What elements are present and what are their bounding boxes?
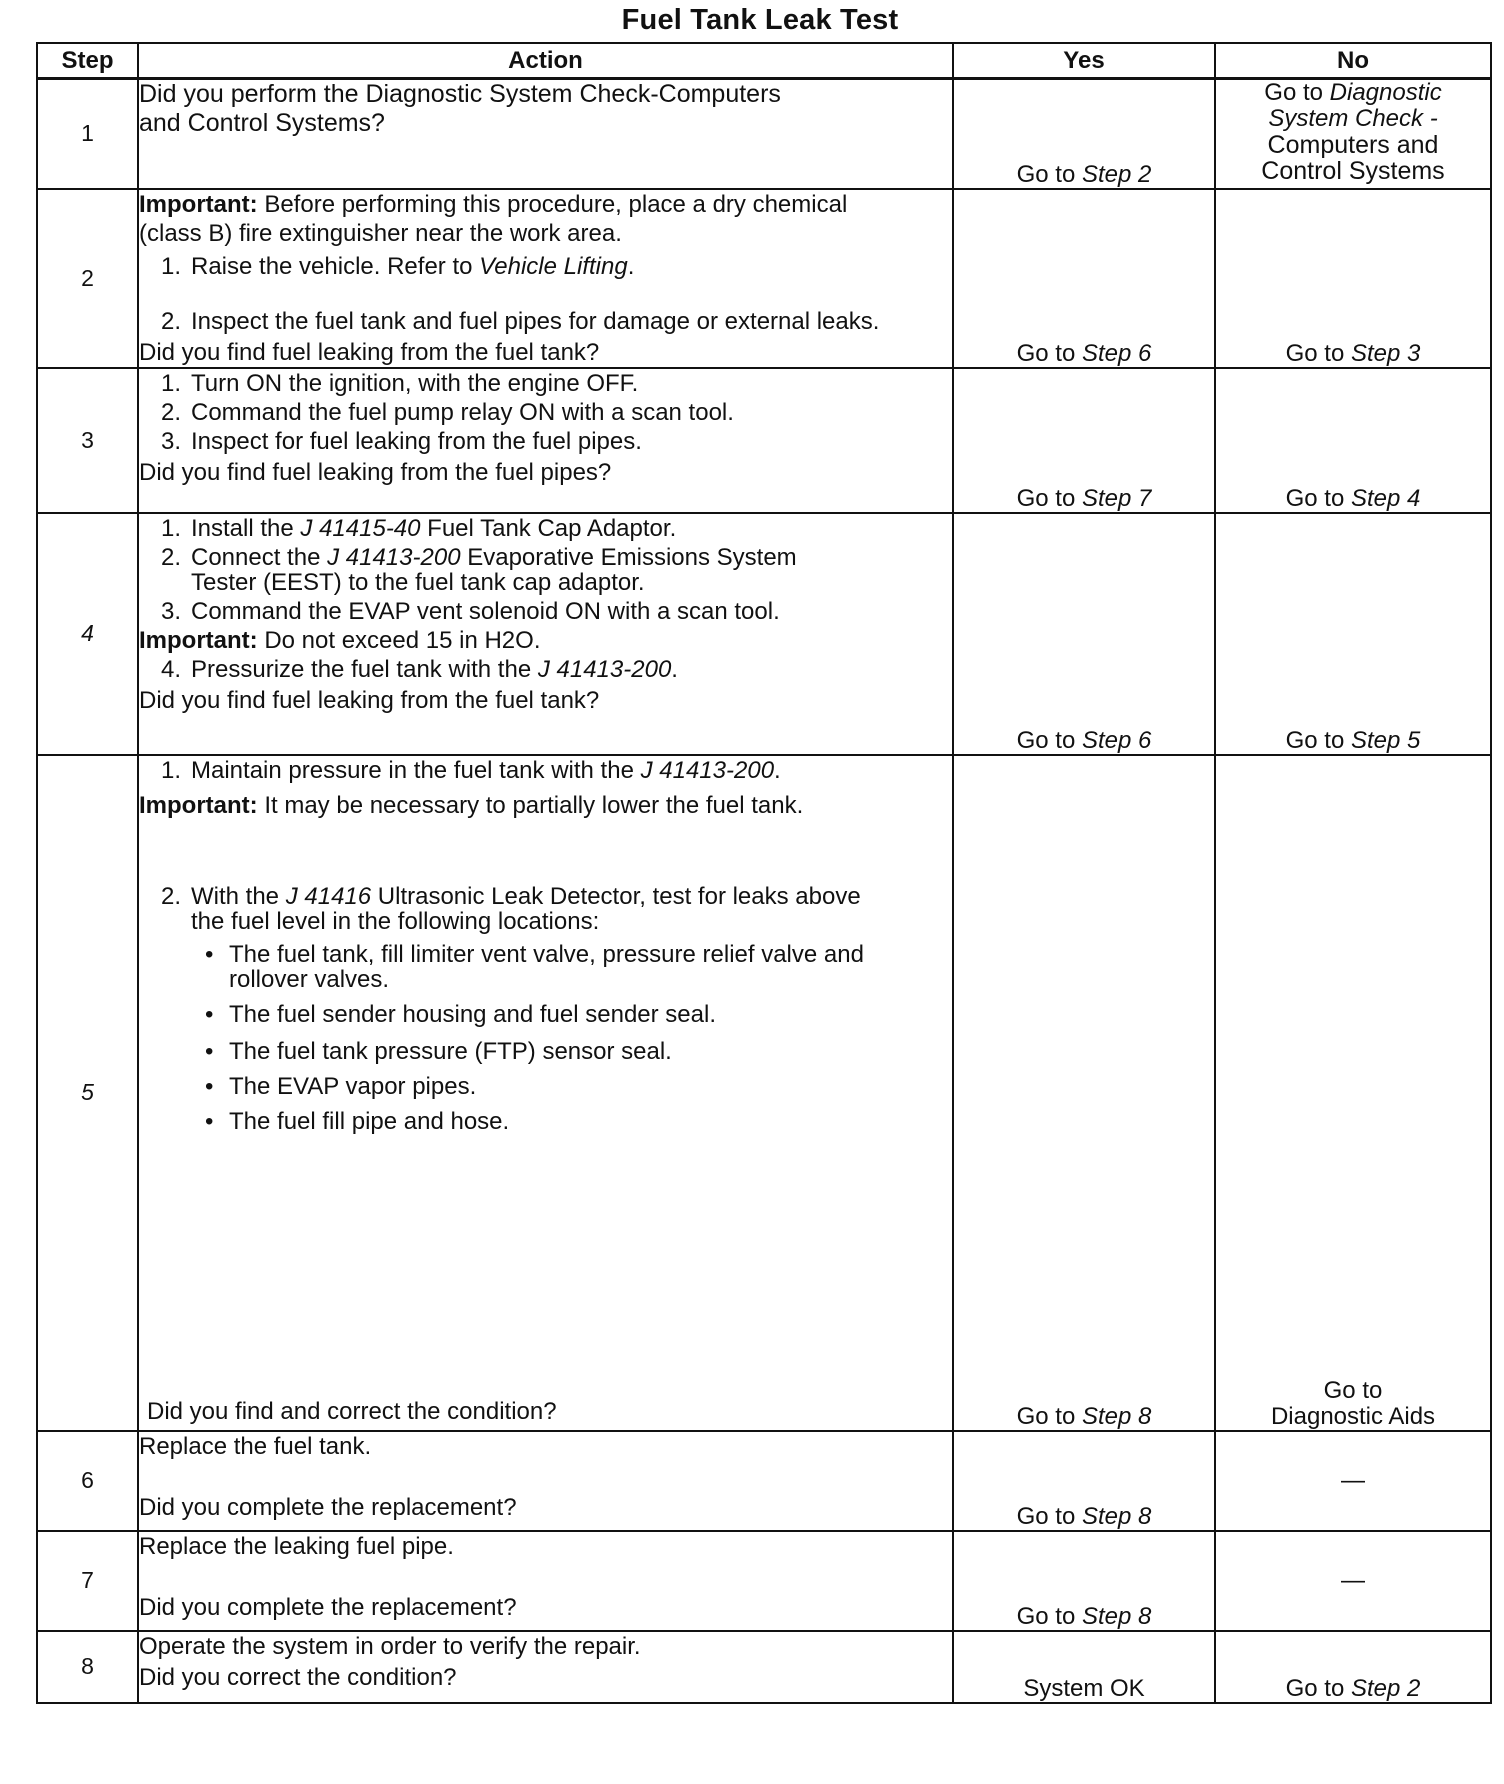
list-item: 1. Maintain pressure in the fuel tank with the J 41413-200. — [161, 756, 781, 784]
table-row — [37, 79, 1491, 189]
no-cell — [1215, 1431, 1491, 1531]
important-label: Important: — [139, 190, 258, 218]
question: Did you complete the replacement? — [139, 1493, 517, 1521]
question: Did you complete the replacement? — [139, 1593, 517, 1621]
question: Did you find fuel leaking from the fuel tank? — [139, 338, 600, 366]
step-reference: Diagnostic Aids — [1270, 1402, 1436, 1430]
dash: — — [1341, 1566, 1365, 1594]
step-number: 4 — [37, 513, 138, 755]
table-row — [37, 368, 1491, 513]
bullet-item: • The fuel tank pressure (FTP) sensor seal. — [205, 1037, 672, 1065]
step-reference: Step 8 — [1081, 1602, 1152, 1630]
yes-cell: Go to Step 6 — [953, 513, 1215, 755]
action-cell: 1. Install the J 41415-40 Fuel Tank Cap Adaptor. 2. Connect the J 41413-200 Evaporative Emissions System Tester (EEST) to the fuel tank cap adaptor. 3. Command the EVAP vent solenoid ON with a scan tool. Important: Do not exceed 15 in H2O. 4. Pressurize the fuel tank with the J 41413-200. Did you find fuel leaking from the fuel tank? — [138, 513, 953, 755]
step-reference: Step 6 — [1081, 726, 1152, 754]
dash: — — [1341, 1466, 1365, 1494]
no-cell: Go to Step 4 — [1215, 368, 1491, 513]
yes-cell: Go to Step 8 — [953, 1531, 1215, 1631]
no-cell: Go to Step 3 — [1215, 189, 1491, 368]
step-reference: Step 8 — [1081, 1402, 1152, 1430]
question: Did you perform the Diagnostic System Check-Computers — [139, 80, 781, 108]
bullet-item: • The fuel fill pipe and hose. — [205, 1107, 510, 1135]
step-number: 6 — [37, 1431, 138, 1531]
table-row — [37, 755, 1491, 1431]
page-title: Fuel Tank Leak Test — [621, 4, 899, 36]
step-number: 2 — [37, 189, 138, 368]
table-row — [37, 1531, 1491, 1631]
header-action: Action — [138, 43, 953, 79]
step-number: 3 — [37, 368, 138, 513]
important-label: Important: — [139, 791, 258, 819]
yes-cell: Go to Step 6 — [953, 189, 1215, 368]
important-label: Important: — [139, 626, 258, 654]
step-reference: Step 7 — [1081, 484, 1152, 512]
question: Did you find fuel leaking from the fuel tank? — [139, 686, 600, 714]
list-item: 2. Command the fuel pump relay ON with a scan tool. — [161, 398, 734, 426]
table-row — [37, 513, 1491, 755]
action-cell: Important: Before performing this procedure, place a dry chemical (class B) fire extinguisher near the work area. 1. Raise the vehicle. Refer to Vehicle Lifting. 2. Inspect the fuel tank and fuel pipes for damage or external leaks. Did you find fuel leaking from the fuel tank? — [138, 189, 953, 368]
yes-cell: System OK — [953, 1631, 1215, 1703]
step-number: 1 — [37, 79, 138, 189]
yes-cell: Go to Step 2 — [953, 79, 1215, 189]
bullet-item: • The fuel sender housing and fuel sender seal. — [205, 1000, 716, 1028]
table-row — [37, 1631, 1491, 1703]
header-yes: Yes — [953, 43, 1215, 79]
bullet-item: • The EVAP vapor pipes. — [205, 1072, 477, 1100]
action-cell: Operate the system in order to verify the repair. Did you correct the condition? — [138, 1631, 953, 1703]
step-number: 5 — [37, 755, 138, 1431]
step-number: 8 — [37, 1631, 138, 1703]
bullet-item: • The fuel tank, fill limiter vent valve, pressure relief valve and — [205, 940, 864, 968]
no-cell: Go to Step 2 — [1215, 1631, 1491, 1703]
table-row — [37, 189, 1491, 368]
step-reference: Step 4 — [1350, 484, 1421, 512]
question: and Control Systems? — [139, 109, 385, 137]
list-item: 2. Inspect the fuel tank and fuel pipes for damage or external leaks. — [161, 307, 880, 335]
no-cell: Go to Step 5 — [1215, 513, 1491, 755]
step-reference: Step 2 — [1081, 160, 1152, 188]
action-cell — [138, 79, 953, 189]
step-reference: Step 6 — [1081, 339, 1152, 367]
table-row — [37, 1431, 1491, 1531]
step-reference: Step 5 — [1350, 726, 1421, 754]
list-item: 1. Install the J 41415-40 Fuel Tank Cap Adaptor. — [161, 514, 677, 542]
list-item: 3. Inspect for fuel leaking from the fuel pipes. — [161, 427, 642, 455]
no-cell: Go to Diagnostic Aids — [1215, 755, 1491, 1431]
list-item: 1. Raise the vehicle. Refer to Vehicle Lifting. — [161, 252, 635, 280]
no-cell — [1215, 1531, 1491, 1631]
list-item: 1. Turn ON the ignition, with the engine OFF. — [161, 369, 639, 397]
question: Did you find fuel leaking from the fuel pipes? — [139, 458, 612, 486]
yes-cell: Go to Step 7 — [953, 368, 1215, 513]
step-reference: Step 3 — [1350, 339, 1421, 367]
step-number: 7 — [37, 1531, 138, 1631]
no-cell: Go to Diagnostic System Check - Computers and Control Systems — [1215, 79, 1491, 189]
yes-cell: Go to Step 8 — [953, 1431, 1215, 1531]
header-step: Step — [37, 43, 138, 79]
question: Did you find and correct the condition? — [147, 1397, 557, 1425]
list-item: 2. Connect the J 41413-200 Evaporative Emissions System — [161, 543, 797, 571]
action-cell: Replace the leaking fuel pipe. Did you complete the replacement? — [138, 1531, 953, 1631]
question: Did you correct the condition? — [139, 1663, 457, 1691]
step-reference: Step 8 — [1081, 1502, 1152, 1530]
action-cell: Replace the fuel tank. Did you complete the replacement? — [138, 1431, 953, 1531]
action-cell — [138, 368, 953, 513]
action-cell: 1. Maintain pressure in the fuel tank with the J 41413-200. Important: It may be necessary to partially lower the fuel tank. 2. With the J 41416 Ultrasonic Leak Detector, test for leaks above the fuel level in the following locations: • The fuel tank, fill limiter vent valve, pressure relief valve and rollover valves. • The fuel sender housing and fuel sender seal. • The fuel tank pressure (FTP) sensor seal. • The EVAP vapor pipes. • The fuel fill pipe and hose. Did you find and correct the condition? — [138, 755, 953, 1431]
table-header-row — [37, 43, 1491, 79]
list-item: 3. Command the EVAP vent solenoid ON with a scan tool. — [161, 597, 780, 625]
list-item: 4. Pressurize the fuel tank with the J 41413-200. — [161, 655, 678, 683]
step-reference: Diagnostic — [1329, 79, 1442, 106]
header-no: No — [1215, 43, 1491, 79]
list-item: 2. With the J 41416 Ultrasonic Leak Detector, test for leaks above — [161, 882, 861, 910]
procedure-table — [36, 42, 1492, 1704]
yes-cell: Go to Step 8 — [953, 755, 1215, 1431]
step-reference: Step 2 — [1350, 1674, 1421, 1702]
